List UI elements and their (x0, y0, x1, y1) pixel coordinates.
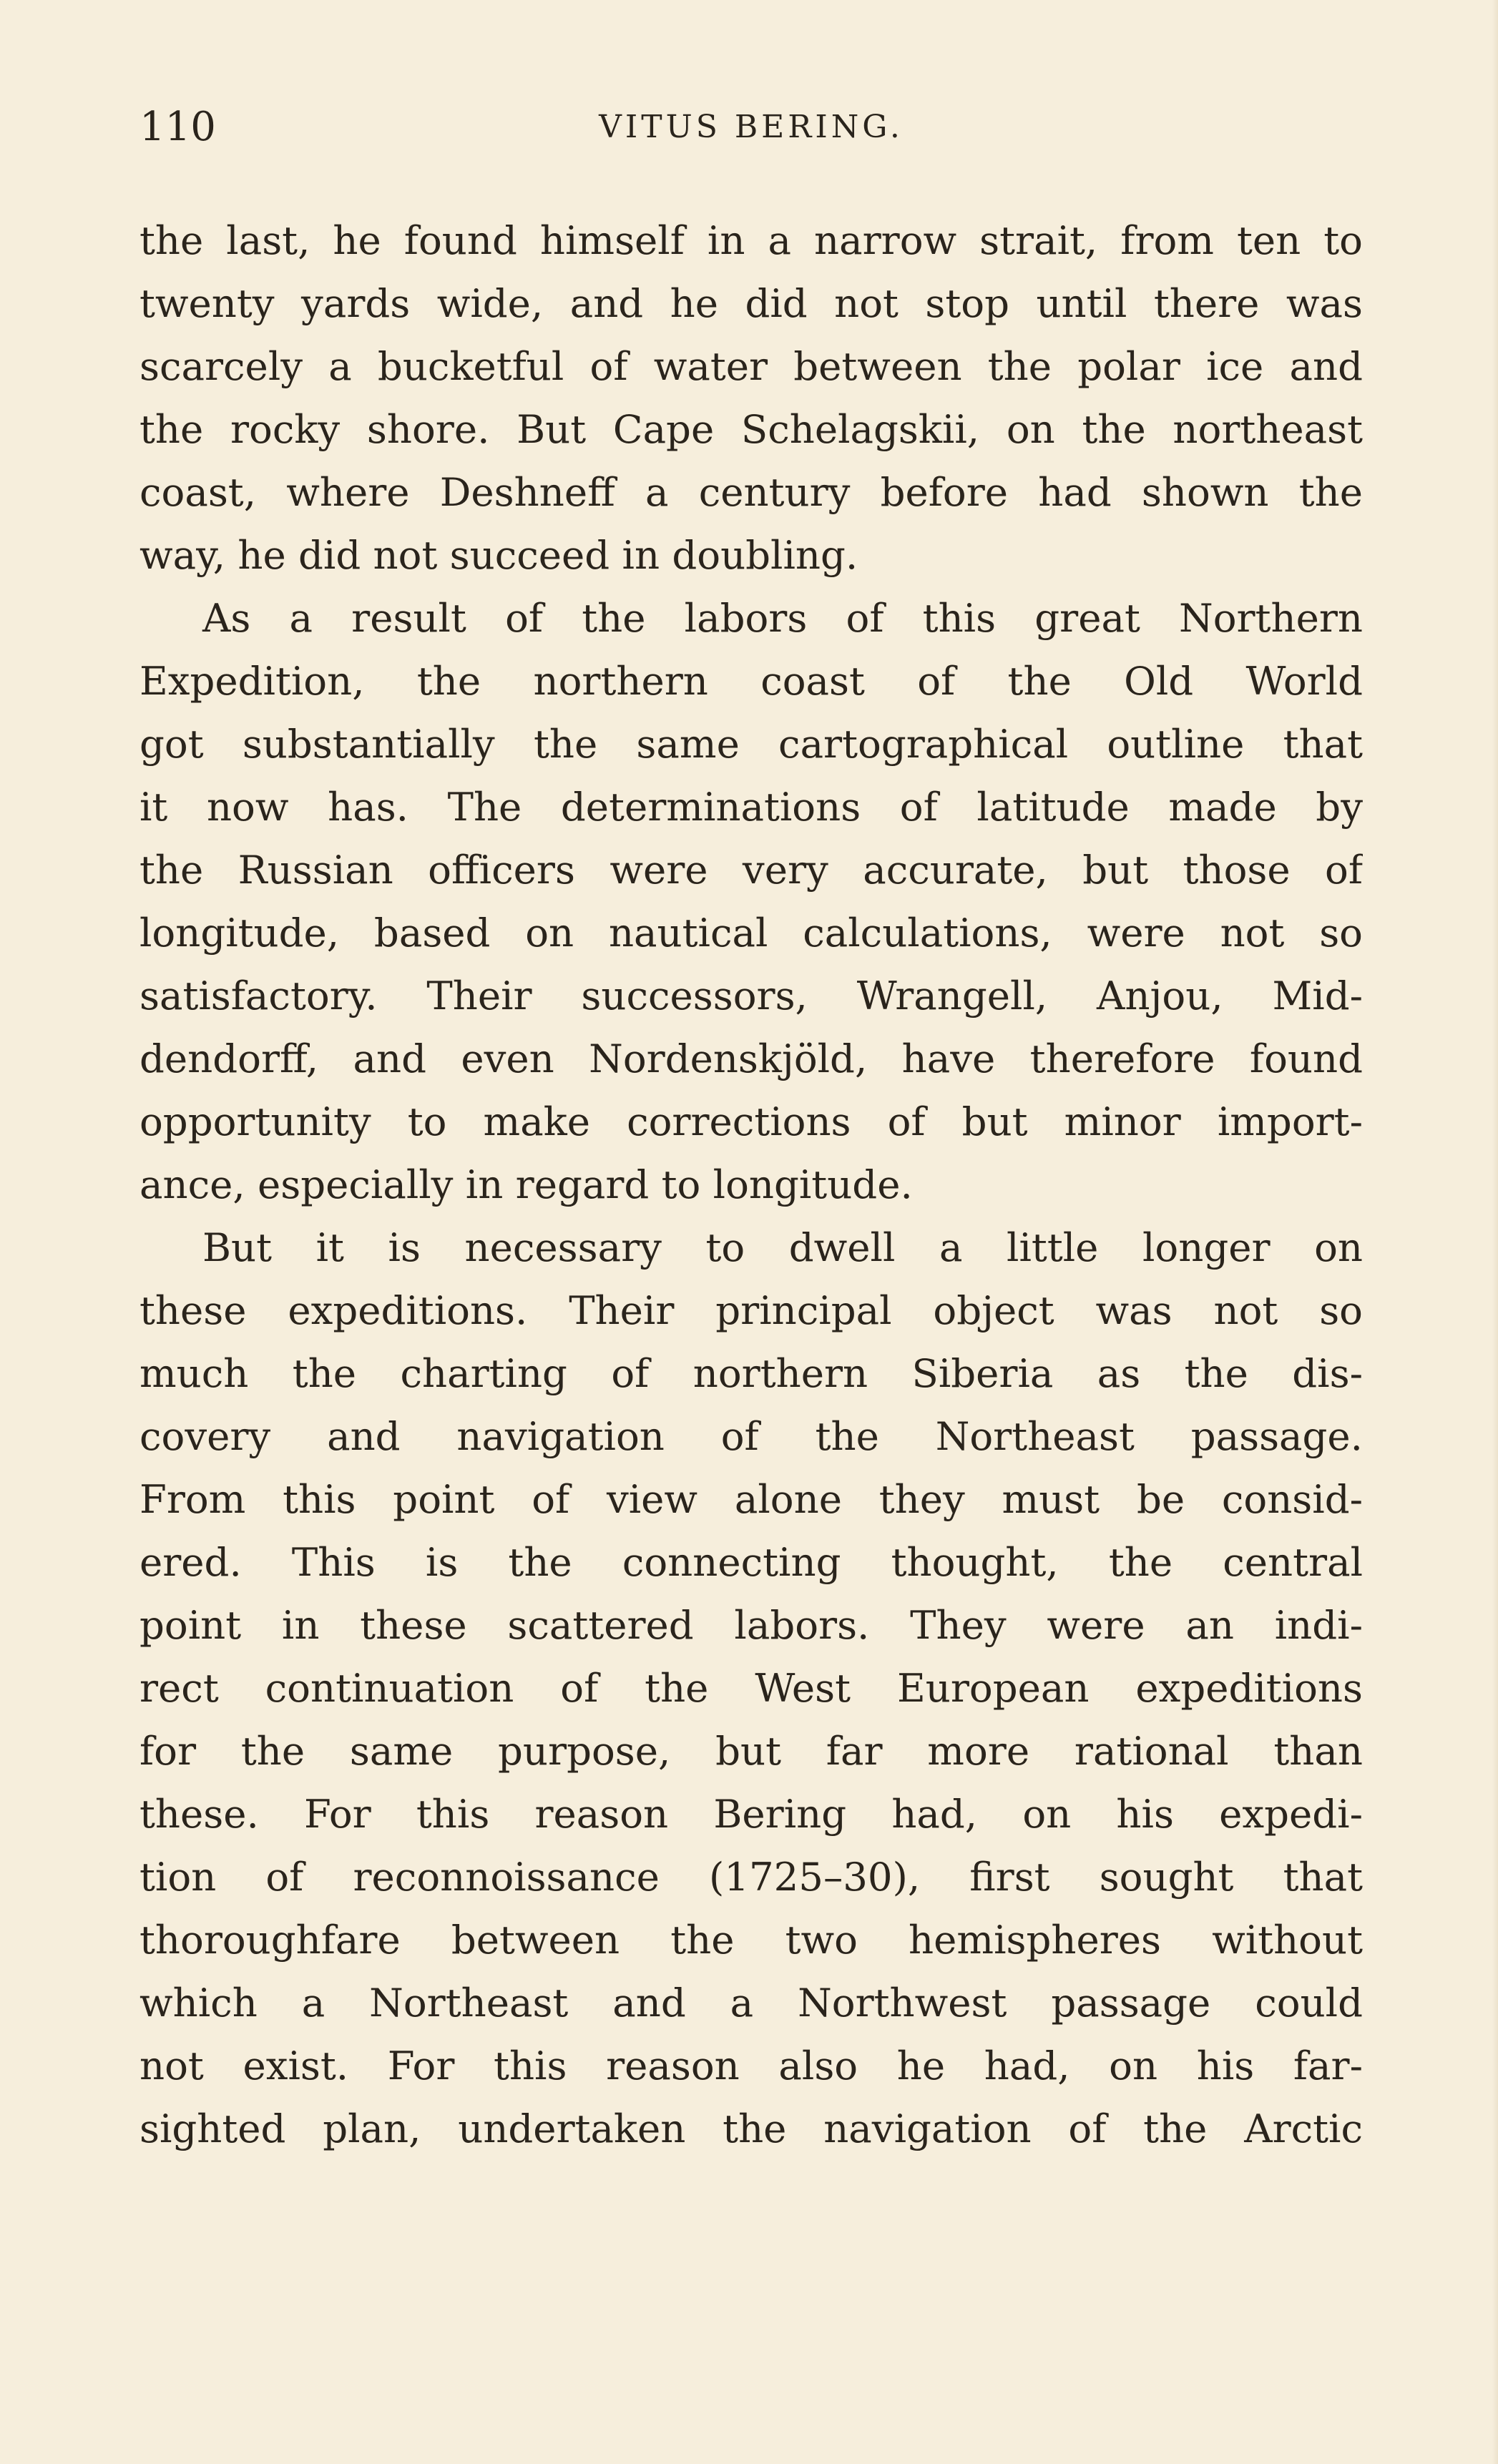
text-line: twenty yards wide, and he did not stop until there was (139, 280, 1363, 326)
text-line: it now has. The determinations of latitude made by (139, 784, 1363, 830)
page-number: 110 (139, 104, 216, 150)
text-line: much the charting of northern Siberia as the dis- (139, 1350, 1363, 1396)
text-line: coast, where Deshneff a century before had shown the (139, 469, 1363, 515)
text-line: ered. This is the connecting thought, the central (139, 1539, 1363, 1585)
text-line: sighted plan, undertaken the navigation of the Arctic (139, 2106, 1363, 2151)
text-line: From this point of view alone they must be consid- (139, 1476, 1363, 1522)
text-line: Expedition, the northern coast of the Old World (139, 658, 1363, 704)
text-line: got substantially the same cartographical outline that (139, 721, 1363, 767)
text-line: which a Northeast and a Northwest passage could (139, 1980, 1363, 2026)
text-line: the Russian officers were very accurate, but those of (139, 847, 1363, 893)
page-header (139, 99, 1363, 156)
text-line: these expeditions. Their principal object was not so (139, 1287, 1363, 1333)
running-head: VITUS BERING. (599, 109, 904, 145)
text-line: dendorff, and even Nordenskjöld, have therefore found (139, 1036, 1363, 1081)
body-text (139, 209, 1363, 2160)
paragraph-start-line: But it is necessary to dwell a little longer on (202, 1224, 1363, 1270)
page-edge (1492, 0, 1498, 2464)
text-line: point in these scattered labors. They were an indi- (139, 1602, 1363, 1648)
text-line: not exist. For this reason also he had, on his far- (139, 2043, 1363, 2088)
text-line: way, he did not succeed in doubling. (139, 532, 858, 578)
text-line: for the same purpose, but far more rational than (139, 1728, 1363, 1774)
text-line: tion of reconnoissance (1725–30), first sought that (139, 1854, 1363, 1900)
text-line: rect continuation of the West European expeditions (139, 1665, 1363, 1711)
text-line: these. For this reason Bering had, on his expedi- (139, 1791, 1363, 1837)
text-line: scarcely a bucketful of water between the polar ice and (139, 343, 1363, 389)
text-line: the last, he found himself in a narrow strait, from ten to (139, 217, 1363, 263)
text-line: satisfactory. Their successors, Wrangell, Anjou, Mid- (139, 973, 1363, 1019)
text-line: longitude, based on nautical calculations, were not so (139, 910, 1363, 956)
text-line: ance, especially in regard to longitude. (139, 1162, 913, 1207)
text-line: the rocky shore. But Cape Schelagskii, on the northeast (139, 406, 1363, 452)
text-line: thoroughfare between the two hemispheres without (139, 1917, 1363, 1963)
text-line: covery and navigation of the Northeast passage. (139, 1413, 1363, 1459)
paragraph-start-line: As a result of the labors of this great Northern (202, 595, 1363, 641)
text-line: opportunity to make corrections of but minor import- (139, 1099, 1363, 1144)
